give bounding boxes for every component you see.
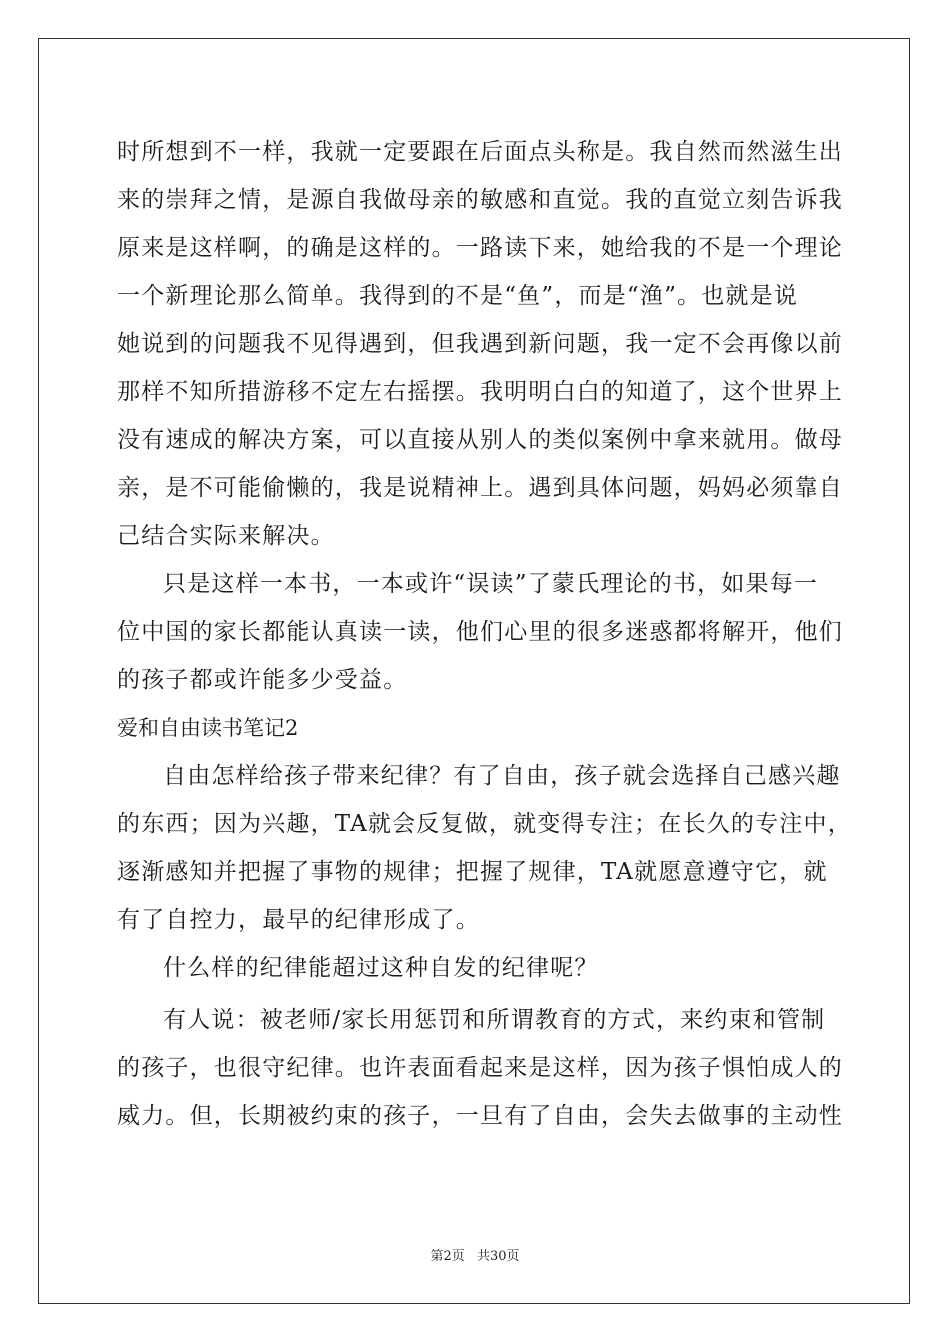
text-line: 原来是这样啊，的确是这样的。一路读下来，她给我的不是一个理论 bbox=[117, 235, 843, 261]
text-line: 那样不知所措游移不定左右摇摆。我明明白白的知道了，这个世界上 bbox=[117, 379, 843, 405]
text-line: 的孩子都或许能多少受益。 bbox=[117, 667, 408, 693]
page-footer bbox=[0, 1245, 950, 1264]
text-line: 亲，是不可能偷懒的，我是说精神上。遇到具体问题，妈妈必须靠自 bbox=[117, 475, 843, 501]
text-line: 时所想到不一样，我就一定要跟在后面点头称是。我自然而然滋生出 bbox=[117, 139, 843, 165]
text-line: 只是这样一本书，一本或许“误读”了蒙氏理论的书，如果每一 bbox=[163, 571, 819, 597]
text-line: 的东西；因为兴趣，TA就会反复做，就变得专注；在长久的专注中， bbox=[117, 811, 852, 837]
text-line: 逐渐感知并把握了事物的规律；把握了规律，TA就愿意遵守它，就 bbox=[117, 859, 828, 885]
total-pages: 共30页 bbox=[476, 1249, 520, 1264]
text-line: 她说到的问题我不见得遇到，但我遇到新问题，我一定不会再像以前 bbox=[117, 331, 843, 357]
page-number: 第2页 bbox=[430, 1249, 465, 1264]
text-line: 没有速成的解决方案，可以直接从别人的类似案例中拿来就用。做母 bbox=[117, 427, 843, 453]
text-line: 威力。但，长期被约束的孩子，一旦有了自由，会失去做事的主动性 bbox=[117, 1103, 843, 1129]
text-line: 一个新理论那么简单。我得到的不是“鱼”，而是“渔”。也就是说 bbox=[117, 283, 799, 309]
text-line: 自由怎样给孩子带来纪律？有了自由，孩子就会选择自己感兴趣 bbox=[163, 763, 841, 789]
section-title: 爱和自由读书笔记2 bbox=[117, 716, 299, 740]
text-line: 来的崇拜之情，是源自我做母亲的敏感和直觉。我的直觉立刻告诉我 bbox=[117, 187, 843, 213]
text-line: 位中国的家长都能认真读一读，他们心里的很多迷惑都将解开，他们 bbox=[117, 619, 843, 645]
text-line: 有人说：被老师/家长用惩罚和所谓教育的方式，来约束和管制 bbox=[163, 1007, 826, 1033]
text-line: 有了自控力，最早的纪律形成了。 bbox=[117, 907, 480, 933]
text-line: 什么样的纪律能超过这种自发的纪律呢？ bbox=[163, 955, 599, 981]
text-line: 己结合实际来解决。 bbox=[117, 523, 335, 549]
text-line: 的孩子，也很守纪律。也许表面看起来是这样，因为孩子惧怕成人的 bbox=[117, 1055, 843, 1081]
